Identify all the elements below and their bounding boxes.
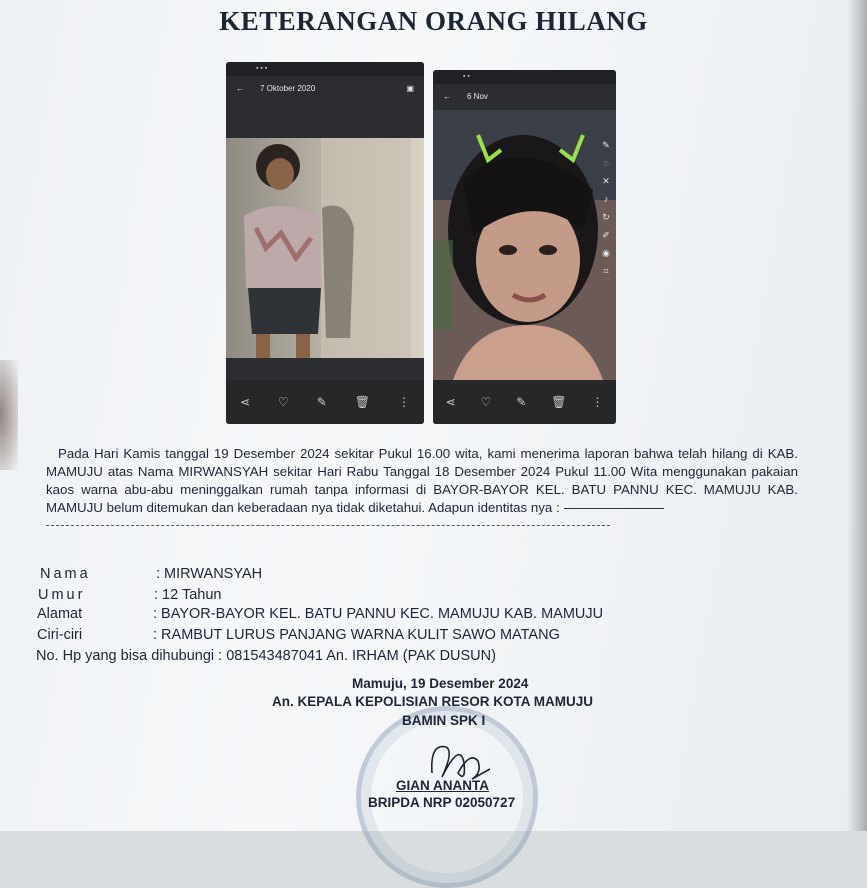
photo-date: 7 Oktober 2020 (260, 84, 316, 93)
favorite-icon: ♡ (480, 395, 492, 409)
status-bar: ▪ ▪ ▪ (226, 62, 424, 76)
music-icon: ♪ (603, 194, 609, 204)
photo-right (433, 70, 616, 424)
more-icon: ⋮ (591, 395, 604, 409)
sticker-icon: ◉ (602, 248, 610, 258)
traits-value: : RAMBUT LURUS PANJANG WARNA KULIT SAWO MATANG (153, 627, 560, 643)
fill-line (564, 508, 664, 509)
finger-shadow (0, 360, 18, 470)
officer-rank-nrp: BRIPDA NRP 02050727 (368, 795, 516, 810)
delete-icon: 🗑 (354, 395, 371, 409)
report-text: Pada Hari Kamis tanggal 19 Desember 2024 sekitar Pukul 16.00 wita, kami menerima laporan bahwa telah hilang di KAB. MAMUJU atas Nama MIRWANSYAH sekitar Hari Rabu Tanggal 18 Desember 2024 Pukul 11.00 Wita menggunakan pakaian kaos warna abu-abu meninggalkan rumah tanpa informasi di BAYOR-BAYOR KEL. BATU PANNU KEC. MAMUJU KAB. MAMUJU belum ditemukan dan keberadaan nya tidak diketahui. Adapun identitas nya : (46, 446, 798, 515)
photo-header (226, 76, 424, 102)
child-photo-portrait (433, 110, 616, 380)
status-bar: ▪ ▪ (433, 70, 616, 84)
delete-icon: 🗑 (551, 395, 567, 409)
on-behalf-line: An. KEPALA KEPOLISIAN RESOR KOTA MAMUJU (272, 694, 594, 709)
rotate-icon: ↻ (602, 212, 610, 222)
age-value: : 12 Tahun (154, 587, 222, 603)
traits-row (37, 627, 560, 643)
edit-icon: ✎ (316, 395, 327, 409)
contact-text: No. Hp yang bisa dihubungi : 081543487041 An. IRHAM (PAK DUSUN) (36, 648, 496, 664)
contact-row (36, 648, 496, 664)
editor-tools (600, 140, 612, 276)
photo-toolbar (226, 380, 424, 424)
address-value: : BAYOR-BAYOR KEL. BATU PANNU KEC. MAMUJU KAB. MAMUJU (153, 606, 604, 622)
edit-icon: ✎ (516, 395, 527, 409)
more-icon: ⋮ (397, 395, 410, 409)
place-date: Mamuju, 19 Desember 2024 (352, 676, 529, 691)
age-row (38, 587, 221, 603)
edge-shadow (847, 0, 867, 831)
favorite-icon: ♡ (278, 395, 289, 409)
age-label: Umur (38, 587, 86, 603)
address-row (37, 606, 603, 622)
share-icon: ⋖ (239, 395, 251, 409)
name-value: : MIRWANSYAH (156, 566, 263, 582)
name-label: Nama (40, 566, 91, 582)
dashed-rule (46, 525, 610, 526)
pen-icon: ✎ (602, 140, 610, 150)
name-row (40, 566, 262, 582)
traits-label: Ciri-ciri (37, 627, 83, 643)
brush-icon: ✐ (602, 230, 610, 240)
crop-icon: ⌗ (603, 266, 609, 276)
photo-toolbar (433, 380, 616, 424)
photo-date: 6 Nov (467, 92, 488, 101)
address-label: Alamat (37, 606, 83, 622)
unit-line: BAMIN SPK I (402, 713, 486, 728)
officer-name: GIAN ANANTA (396, 778, 489, 793)
close-icon: ✕ (602, 176, 610, 186)
back-arrow-icon: ← (443, 92, 451, 101)
report-paragraph (46, 445, 798, 517)
photo-header (433, 84, 616, 110)
cast-icon: ▣ (406, 84, 414, 93)
document-title: KETERANGAN ORANG HILANG (219, 6, 648, 36)
back-arrow-icon: ← (236, 84, 244, 93)
child-photo-standing (226, 138, 424, 358)
eraser-icon: ◌ (603, 158, 609, 168)
share-icon: ⋖ (445, 395, 456, 409)
photo-left (226, 62, 424, 424)
